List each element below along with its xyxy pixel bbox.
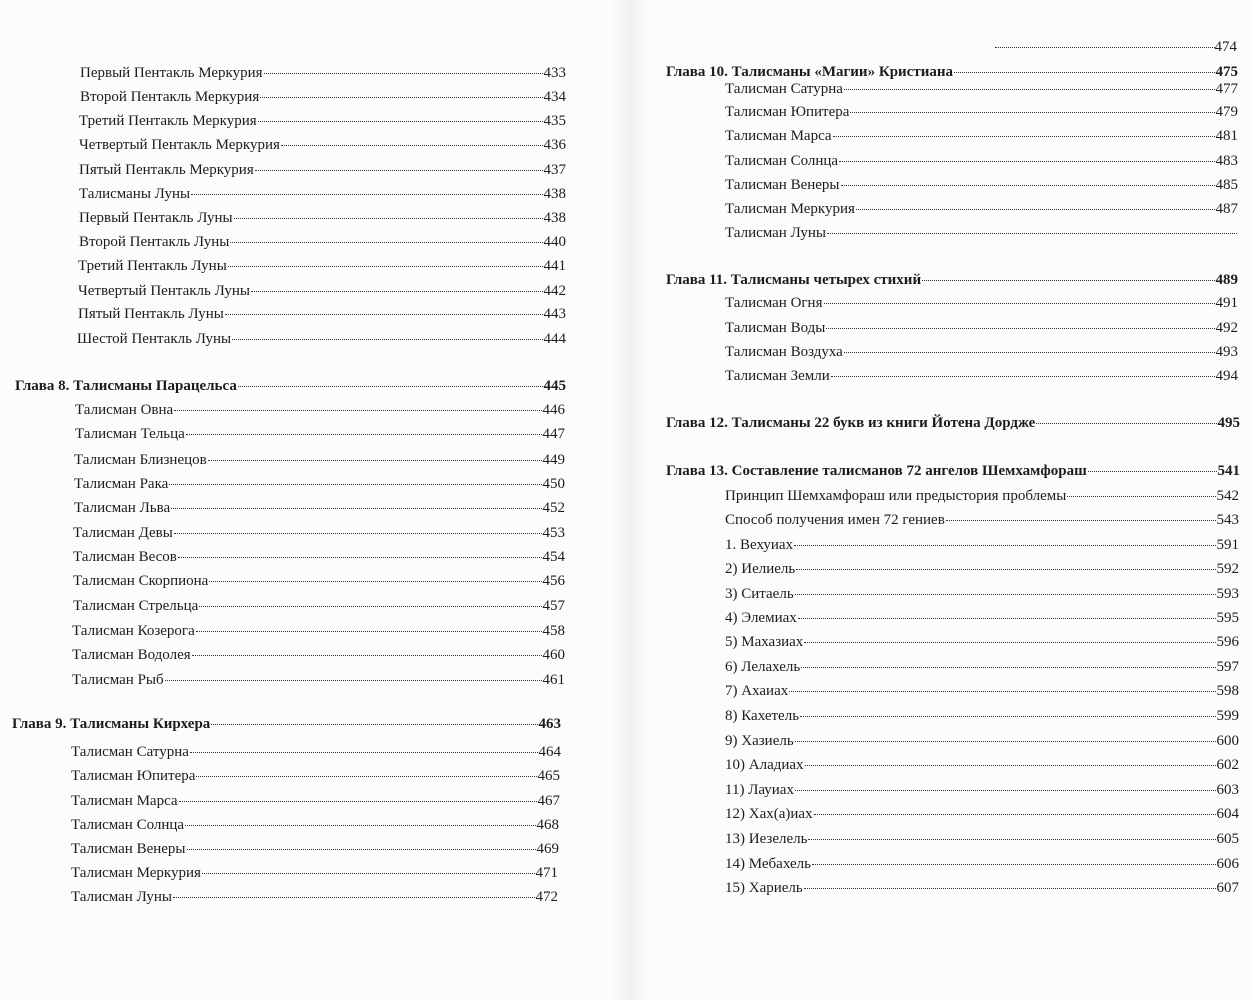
toc-entry	[78, 304, 566, 324]
dot-leader	[856, 209, 1215, 210]
toc-entry	[72, 621, 565, 641]
toc-entry	[79, 232, 566, 252]
dot-leader	[191, 194, 542, 195]
entry-title: Четвертый Пентакль Меркурия	[79, 137, 280, 153]
page-number: 595	[1216, 610, 1239, 626]
dot-leader	[1088, 471, 1217, 472]
entry-title: Талисман Венеры	[725, 177, 840, 193]
page-number: 479	[1215, 104, 1238, 120]
page-number: 607	[1216, 880, 1239, 896]
dot-leader	[208, 460, 542, 461]
toc-entry	[725, 829, 1239, 849]
entry-title: 8) Кахетель	[725, 708, 800, 724]
page-number: 600	[1216, 733, 1239, 749]
entry-title: Талисман Девы	[73, 525, 173, 541]
dot-leader	[839, 161, 1214, 162]
toc-entry	[71, 863, 558, 883]
toc-entry	[725, 608, 1239, 628]
dot-leader	[796, 569, 1215, 570]
toc-entry	[71, 887, 558, 907]
dot-leader	[199, 606, 541, 607]
toc-entry	[725, 318, 1238, 338]
right-page	[640, 0, 1250, 1000]
dot-leader	[187, 849, 536, 850]
dot-leader	[238, 386, 543, 387]
page-number: 465	[537, 768, 560, 784]
entry-title: Первый Пентакль Меркурия	[80, 65, 263, 81]
entry-title: Талисман Воздуха	[725, 344, 843, 360]
toc-entry	[73, 523, 565, 543]
dot-leader	[228, 266, 543, 267]
entry-title: Четвертый Пентакль Луны	[78, 283, 251, 299]
page-number: 471	[535, 865, 558, 881]
dot-leader	[225, 314, 543, 315]
chapter-heading	[12, 714, 561, 734]
entry-title: 5) Махазиах	[725, 634, 804, 650]
chapter-title: Глава 9. Талисманы Кирхера	[12, 716, 211, 732]
toc-entry	[725, 126, 1238, 146]
toc-entry	[77, 329, 566, 349]
chapter-title: Глава 8. Талисманы Парацельса	[15, 378, 237, 394]
toc-entry	[725, 559, 1239, 579]
page-number: 436	[543, 137, 566, 153]
page-number: 474	[1214, 39, 1237, 55]
entry-title: Талисман Водолея	[72, 647, 191, 663]
chapter-title: Глава 10. Талисманы «Магии» Кристиана	[666, 64, 953, 80]
toc-continuation-line	[995, 37, 1237, 57]
toc-entry	[725, 755, 1239, 775]
entry-title: Талисман Близнецов	[74, 452, 207, 468]
chapter-title: Глава 13. Составление талисманов 72 ангелов Шемхамфораш	[666, 463, 1087, 479]
entry-title: Талисман Венеры	[71, 841, 186, 857]
toc-entry	[75, 400, 565, 420]
page-number: 598	[1216, 683, 1239, 699]
toc-entry	[73, 547, 565, 567]
page-number: 472	[535, 889, 558, 905]
dot-leader	[995, 47, 1215, 48]
dot-leader	[1036, 423, 1216, 424]
dot-leader	[260, 97, 542, 98]
dot-leader	[186, 434, 542, 435]
page-number: 489	[1215, 272, 1238, 288]
dot-leader	[804, 642, 1215, 643]
entry-title: Талисман Луны	[71, 889, 172, 905]
page-number: 468	[536, 817, 559, 833]
page-number: 603	[1216, 782, 1239, 798]
page-number: 435	[543, 113, 566, 129]
page-number: 441	[543, 258, 566, 274]
toc-entry	[71, 839, 559, 859]
entry-title: Талисман Весов	[73, 549, 177, 565]
dot-leader	[165, 680, 542, 681]
page-number: 491	[1215, 295, 1238, 311]
page-number: 461	[542, 672, 565, 688]
dot-leader	[804, 888, 1216, 889]
toc-entry	[725, 366, 1238, 386]
page-number: 493	[1215, 344, 1238, 360]
dot-leader	[169, 484, 541, 485]
entry-title: Талисманы Луны	[79, 186, 191, 202]
toc-entry	[78, 256, 566, 276]
toc-entry	[725, 657, 1239, 677]
page-number: 433	[543, 65, 566, 81]
toc-entry	[73, 596, 565, 616]
dot-leader	[190, 752, 538, 753]
toc-entry	[725, 151, 1238, 171]
toc-entry	[71, 815, 559, 835]
entry-title: Талисман Меркурия	[71, 865, 201, 881]
toc-entry	[725, 584, 1239, 604]
toc-entry	[725, 804, 1239, 824]
toc-entry	[725, 79, 1238, 99]
page-number: 592	[1216, 561, 1239, 577]
entry-title: Талисман Скорпиона	[73, 573, 209, 589]
toc-entry	[71, 742, 561, 762]
dot-leader	[798, 618, 1216, 619]
dot-leader	[209, 581, 541, 582]
dot-leader	[831, 376, 1215, 377]
toc-entry	[78, 281, 566, 301]
dot-leader	[814, 814, 1216, 815]
page-number: 494	[1215, 368, 1238, 384]
page-number: 442	[543, 283, 566, 299]
page-number: 541	[1217, 463, 1240, 479]
dot-leader	[954, 72, 1215, 73]
toc-entry	[74, 474, 565, 494]
page-number: 444	[543, 331, 566, 347]
page-number: 464	[538, 744, 561, 760]
page-number: 469	[536, 841, 559, 857]
dot-leader	[922, 280, 1214, 281]
entry-title: Талисман Луны	[725, 225, 826, 241]
entry-title: Способ получения имен 72 гениев	[725, 512, 945, 528]
entry-title: Пятый Пентакль Меркурия	[79, 162, 254, 178]
page-number: 437	[543, 162, 566, 178]
chapter-heading	[666, 413, 1240, 433]
dot-leader	[826, 328, 1214, 329]
dot-leader	[795, 741, 1216, 742]
page-number: 446	[542, 402, 565, 418]
toc-entry	[725, 223, 1238, 243]
toc-entry	[725, 486, 1239, 506]
dot-leader	[174, 533, 542, 534]
toc-entry	[725, 632, 1239, 652]
dot-leader	[264, 73, 543, 74]
entry-title: 13) Иезелель	[725, 831, 808, 847]
entry-title: Талисман Меркурия	[725, 201, 855, 217]
toc-entry	[725, 681, 1239, 701]
dot-leader	[794, 545, 1215, 546]
page-number: 591	[1216, 537, 1239, 553]
toc-entry	[725, 731, 1239, 751]
page-number: 593	[1216, 586, 1239, 602]
dot-leader	[232, 339, 542, 340]
dot-leader	[196, 776, 536, 777]
page-number: 487	[1215, 201, 1238, 217]
entry-title: Талисман Земли	[725, 368, 830, 384]
dot-leader	[833, 136, 1215, 137]
toc-entry	[79, 135, 566, 155]
toc-entry	[725, 175, 1238, 195]
entry-title: Талисман Сатурна	[725, 81, 843, 97]
entry-title: 3) Ситаель	[725, 586, 794, 602]
dot-leader	[800, 716, 1215, 717]
page-number: 483	[1215, 153, 1238, 169]
entry-title: Талисман Рыб	[72, 672, 164, 688]
toc-entry	[725, 878, 1239, 898]
dot-leader	[192, 655, 542, 656]
dot-leader	[196, 631, 542, 632]
page-number: 477	[1215, 81, 1238, 97]
dot-leader	[801, 667, 1215, 668]
entry-title: 11) Лауиах	[725, 782, 794, 798]
entry-title: 7) Ахаиах	[725, 683, 789, 699]
page-number: 467	[537, 793, 560, 809]
chapter-heading	[15, 376, 566, 396]
page-number: 463	[538, 716, 561, 732]
page-number: 434	[543, 89, 566, 105]
entry-title: 10) Аладиах	[725, 757, 804, 773]
entry-title: 14) Мебахель	[725, 856, 811, 872]
dot-leader	[844, 89, 1215, 90]
toc-entry	[725, 780, 1239, 800]
page-number: 438	[543, 210, 566, 226]
toc-entry	[79, 111, 566, 131]
dot-leader	[795, 790, 1216, 791]
page-number: 605	[1216, 831, 1239, 847]
toc-entry	[79, 160, 566, 180]
page-number: 450	[542, 476, 565, 492]
entry-title: Талисман Марса	[725, 128, 832, 144]
page-number: 542	[1216, 488, 1239, 504]
dot-leader	[171, 508, 541, 509]
dot-leader	[185, 825, 535, 826]
page-number: 447	[542, 426, 565, 442]
entry-title: Талисман Козерога	[72, 623, 195, 639]
page-number: 443	[543, 306, 566, 322]
dot-leader	[850, 112, 1214, 113]
dot-leader	[281, 145, 543, 146]
page-number: 453	[542, 525, 565, 541]
toc-entry	[725, 102, 1238, 122]
dot-leader	[824, 303, 1215, 304]
page-number: 602	[1216, 757, 1239, 773]
entry-title: Пятый Пентакль Луны	[78, 306, 224, 322]
entry-title: Талисман Тельца	[75, 426, 185, 442]
entry-title: 12) Хах(а)иах	[725, 806, 813, 822]
entry-title: Талисман Льва	[74, 500, 171, 516]
page-number: 457	[542, 598, 565, 614]
entry-title: Талисман Огня	[725, 295, 823, 311]
dot-leader	[255, 170, 543, 171]
entry-title: Второй Пентакль Меркурия	[80, 89, 260, 105]
entry-title: 15) Хариель	[725, 880, 803, 896]
left-page	[0, 0, 620, 1000]
chapter-heading	[666, 461, 1240, 481]
page-number: 438	[543, 186, 566, 202]
toc-entry	[72, 645, 565, 665]
toc-entry	[725, 293, 1238, 313]
page-number: 449	[542, 452, 565, 468]
page-number: 475	[1215, 64, 1238, 80]
entry-title: Талисман Солнца	[725, 153, 839, 169]
page-number: 606	[1216, 856, 1239, 872]
toc-entry	[74, 450, 565, 470]
toc-entry	[79, 184, 566, 204]
dot-leader	[178, 557, 542, 558]
entry-title: Талисман Рака	[74, 476, 169, 492]
page-number: 485	[1215, 177, 1238, 193]
page-number: 460	[542, 647, 565, 663]
page-number: 481	[1215, 128, 1238, 144]
toc-entry	[75, 424, 565, 444]
toc-entry	[79, 208, 566, 228]
page-number: 495	[1217, 415, 1240, 431]
dot-leader	[827, 233, 1237, 234]
entry-title: Талисман Воды	[725, 320, 826, 336]
entry-title: Второй Пентакль Луны	[79, 234, 230, 250]
dot-leader	[1067, 496, 1215, 497]
entry-title: Талисман Юпитера	[71, 768, 196, 784]
dot-leader	[789, 691, 1215, 692]
toc-entry	[725, 342, 1238, 362]
page-number: 445	[543, 378, 566, 394]
toc-entry	[80, 63, 566, 83]
dot-leader	[844, 352, 1215, 353]
page-number: 458	[542, 623, 565, 639]
entry-title: 1. Вехуиах	[725, 537, 794, 553]
entry-title: Принцип Шемхамфораш или предыстория проблемы	[725, 488, 1067, 504]
dot-leader	[211, 724, 537, 725]
toc-entry	[73, 571, 565, 591]
page-number: 604	[1216, 806, 1239, 822]
dot-leader	[805, 765, 1216, 766]
toc-entry	[72, 670, 565, 690]
toc-entry	[71, 791, 560, 811]
entry-title: Талисман Солнца	[71, 817, 185, 833]
entry-title: Шестой Пентакль Луны	[77, 331, 232, 347]
page-number: 599	[1216, 708, 1239, 724]
entry-title: Третий Пентакль Луны	[78, 258, 227, 274]
entry-title: Талисман Юпитера	[725, 104, 850, 120]
chapter-title: Глава 11. Талисманы четырех стихий	[666, 272, 922, 288]
dot-leader	[812, 864, 1216, 865]
dot-leader	[234, 218, 543, 219]
dot-leader	[946, 520, 1216, 521]
dot-leader	[258, 121, 543, 122]
dot-leader	[251, 291, 542, 292]
page-number: 492	[1215, 320, 1238, 336]
page-number: 440	[543, 234, 566, 250]
entry-title: Талисман Марса	[71, 793, 178, 809]
toc-entry	[725, 854, 1239, 874]
dot-leader	[202, 873, 535, 874]
page-number: 452	[542, 500, 565, 516]
page-number: 454	[542, 549, 565, 565]
page-number: 596	[1216, 634, 1239, 650]
page-number: 456	[542, 573, 565, 589]
entry-title: Талисман Овна	[75, 402, 174, 418]
toc-entry	[71, 766, 560, 786]
dot-leader	[795, 594, 1216, 595]
dot-leader	[173, 897, 535, 898]
dot-leader	[841, 185, 1215, 186]
dot-leader	[808, 839, 1215, 840]
entry-title: Третий Пентакль Меркурия	[79, 113, 257, 129]
toc-entry	[725, 199, 1238, 219]
entry-title: Талисман Сатурна	[71, 744, 189, 760]
page-number: 543	[1216, 512, 1239, 528]
entry-title: 9) Хазиель	[725, 733, 794, 749]
dot-leader	[179, 801, 537, 802]
dot-leader	[174, 410, 541, 411]
chapter-title: Глава 12. Талисманы 22 букв из книги Йотена Дордже	[666, 415, 1036, 431]
toc-entry	[725, 535, 1239, 555]
toc-entry	[725, 706, 1239, 726]
entry-title: 2) Иелиель	[725, 561, 796, 577]
dot-leader	[230, 242, 542, 243]
entry-title: 6) Лелахель	[725, 659, 801, 675]
entry-title: 4) Элемиах	[725, 610, 797, 626]
entry-title: Первый Пентакль Луны	[79, 210, 233, 226]
chapter-heading	[666, 270, 1238, 290]
toc-entry	[80, 87, 566, 107]
toc-entry	[74, 498, 565, 518]
page-number: 597	[1216, 659, 1239, 675]
entry-title: Талисман Стрельца	[73, 598, 199, 614]
toc-entry	[725, 510, 1239, 530]
